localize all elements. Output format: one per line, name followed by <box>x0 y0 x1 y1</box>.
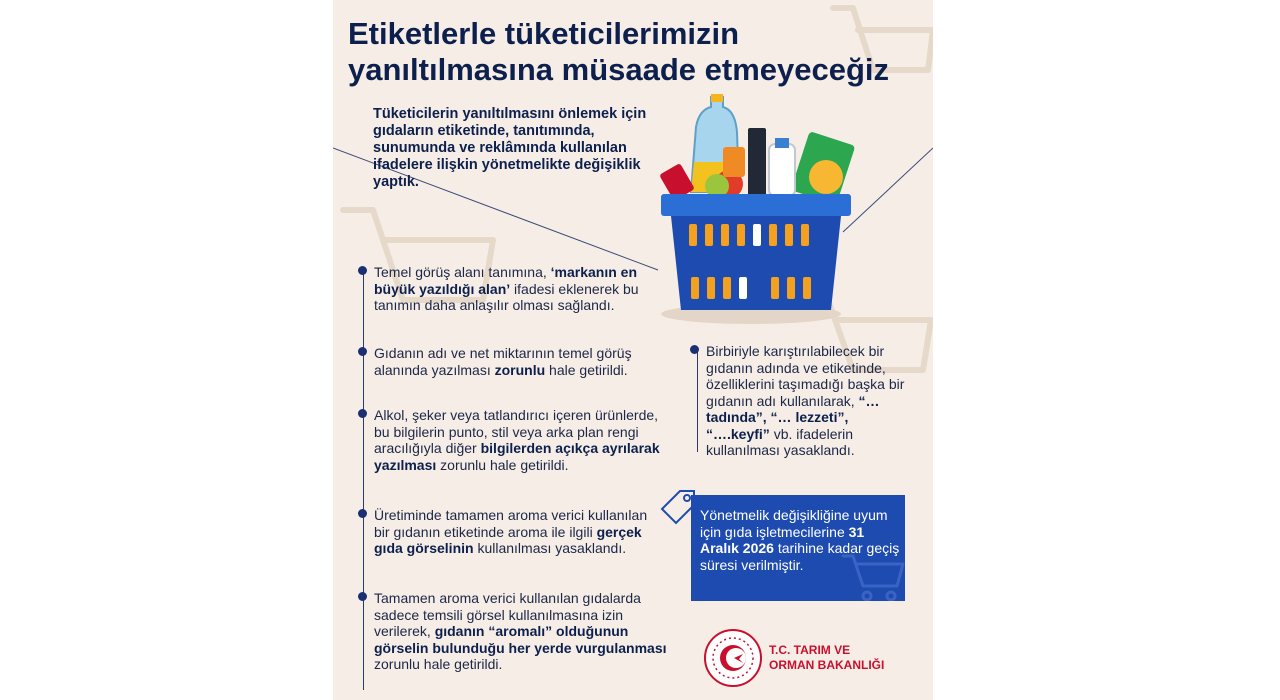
ministry-name: T.C. TARIM VE ORMAN BAKANLIĞI <box>769 643 885 672</box>
bullet-item <box>374 507 664 557</box>
bullet-text: Üretiminde tamamen aroma verici kullanılan bir gıdanın etiketinde aroma ile ilgili gerçek gıda görselinin kullanılması yasaklandı. <box>374 507 648 556</box>
infographic-poster <box>333 0 933 700</box>
bullet-text: Gıdanın adı ve net miktarının temel görüş alanında yazılması zorunlu hale getirildi. <box>374 345 632 378</box>
bullet-item-right <box>706 343 906 459</box>
intro-text: Tüketicilerin yanıltılmasını önlemek için gıdaların etiketinde, tanıtımında, sunumunda ve reklâmında kullanılan ifadelere ilişkin yönetmelikte değişiklik yaptık. <box>373 106 647 190</box>
bullet-item <box>374 345 659 378</box>
bullet-text: Alkol, şeker veya tatlandırıcı içeren ürünlerde, bu bilgilerin punto, stil veya arka plan rengi aracılığıyla diğer bilgilerden açıkça ayrılarak yazılması zorunlu hale getirildi. <box>374 407 660 473</box>
page-title: Etiketlerle tüketicilerimizin yanıltılmasına müsaade etmeyeceğiz <box>348 16 890 87</box>
grocery-basket-icon <box>651 92 861 327</box>
bullet-item <box>374 407 669 473</box>
bullet-item <box>374 590 674 673</box>
timeline-line <box>363 270 364 690</box>
bullet-text: Birbiriyle karıştırılabilecek bir gıdanın adında ve etiketinde, özelliklerini taşımadığı başka bir gıdanın adı kullanılarak, “… tadında”, “… lezzeti”, “….keyfi” vb. ifadelerin kullanılması yasaklandı. <box>706 343 905 458</box>
bullet-text: Tamamen aroma verici kullanılan gıdalarda sadece temsili görsel kullanılmasına izin verilerek, gıdanın “aromalı” olduğunun görselin bulunduğu her yerde vurgulanması zorunlu hale getirildi. <box>374 590 667 672</box>
notice-box <box>691 495 905 601</box>
timeline-line-right <box>697 352 698 452</box>
bullet-text: Temel görüş alanı tanımına, ‘markanın en büyük yazıldığı alan’ ifadesi eklenerek bu tanımın daha anlaşılır olması sağlandı. <box>374 264 639 313</box>
bullet-item <box>374 264 654 314</box>
ministry-logo-icon <box>703 628 763 688</box>
notice-text: Yönetmelik değişikliğine uyum için gıda işletmecilerine 31 Aralık 2026 tarihine kadar geçiş süresi verilmiştir. <box>700 507 900 573</box>
